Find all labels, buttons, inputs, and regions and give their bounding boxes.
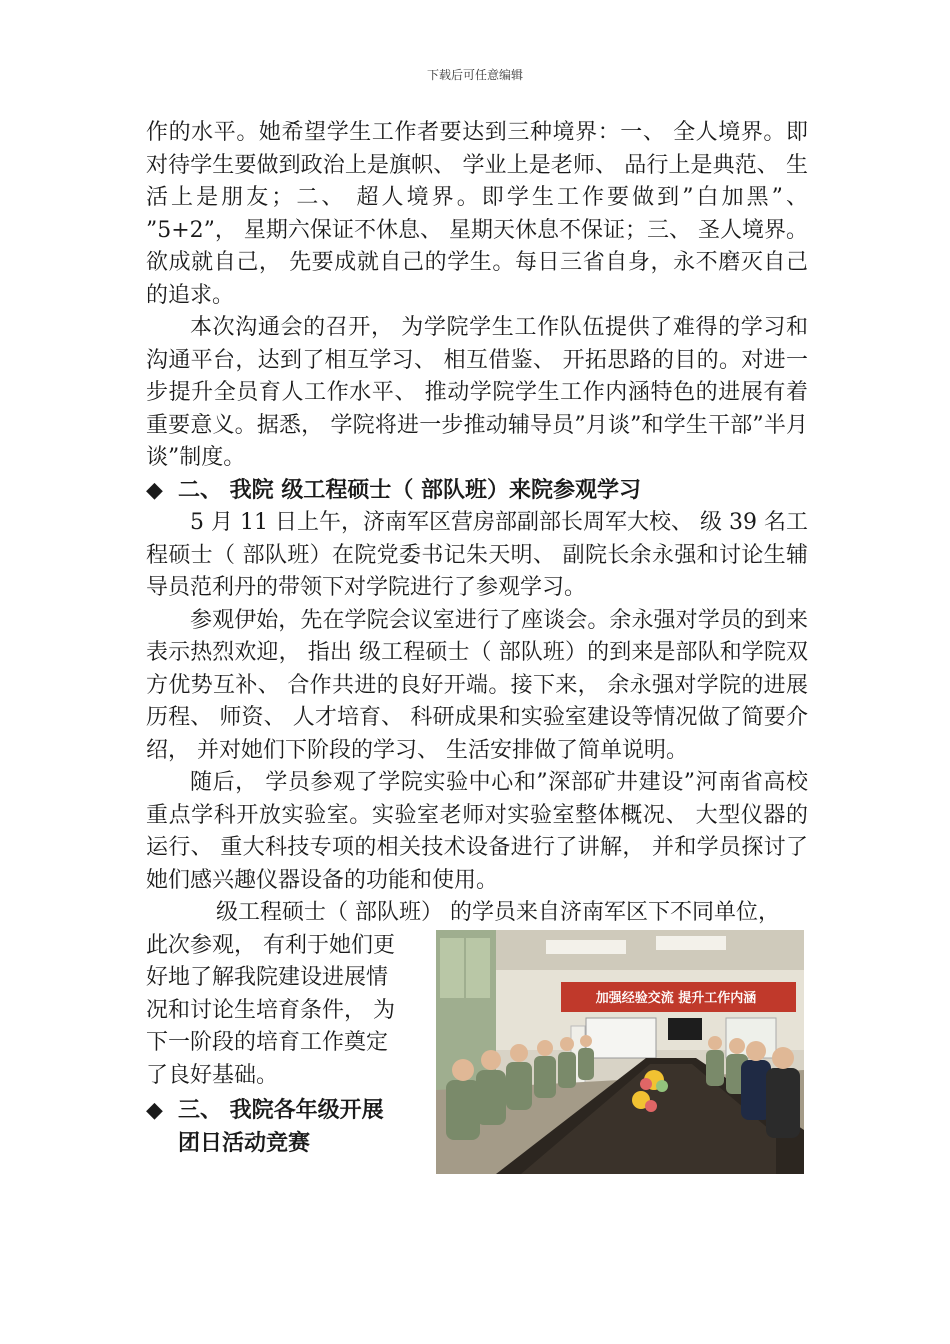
wrap-line-2: 好地了解我院建设进展情 [146, 965, 389, 990]
wrap-line-1: 此次参观， 有利于她们更 [146, 932, 395, 958]
wrap-line-5: 了良好基础。 [146, 1062, 279, 1088]
section-2-paragraph-2: 参观伊始，先在学院会议室进行了座谈会。余永强对学员的到来表示热烈欢迎， 指出 级工程硕士（ 部队班）的到来是部队和学院双方优势互补、 合作共进的良好开端。接下来， 余永强对学院的进展历程、 师资、 人才培育、 科研成果和实验室建设等情况做了简要介绍， 并对她们下阶段的学习、 生活安排做了简单说明。 [146, 607, 808, 763]
diamond-bullet-icon: ◆ [146, 477, 163, 503]
wrap-line-4: 下一阶段的培育工作奠定 [146, 1030, 389, 1055]
page-header: 下载后可任意编辑 [426, 68, 523, 82]
photo-wrap-block [146, 930, 808, 1161]
photo-banner-text: 加强经验交流 提升工作内涵 [595, 990, 757, 1006]
diamond-bullet-icon: ◆ [146, 1098, 163, 1123]
section-3-title-line-1: 三、 我院各年级开展 [178, 1098, 384, 1123]
wrap-line-3: 况和讨论生培育条件， 为 [146, 997, 395, 1023]
document-body [146, 117, 808, 1160]
wrap-text-column [146, 930, 426, 1161]
paragraph-2: 本次沟通会的召开， 为学院学生工作队伍提供了难得的学习和沟通平台，达到了相互学习、 相互借鉴、 开拓思路的目的。对进一步提升全员育人工作水平、 推动学院学生工作内涵特色的进展有着重要意义。据悉， 学院将进一步推动辅导员”月谈”和学生干部”半月谈”制度。 [146, 315, 808, 470]
section-2-heading [146, 475, 808, 508]
paragraph-1: 作的水平。她希望学生工作者要达到三种境界：一、 全人境界。即对待学生要做到政治上是旗帜、 学业上是老师、 品行上是典范、 生活上是朋友；二、 超人境界。即学生工作要做到”白加黑”、 ”5+2”， 星期六保证不休息、 星期天休息不保证；三、 圣人境界。欲成就自己， 先要成就自己的学生。每日三省自身，永不磨灭自己的追求。 [146, 120, 808, 308]
section-2-paragraph-4: 级工程硕士（ 部队班） 的学员来自济南军区下不同单位， [216, 900, 780, 925]
section-2-paragraph-1: 5 月 11 日上午，济南军区营房部副部长周军大校、 级 39 名工程硕士（ 部队班）在院党委书记朱天明、 副院长余永强和讨论生辅导员范利丹的带领下对学院进行了参观学习。 [146, 510, 808, 600]
section-3-heading [146, 1095, 426, 1128]
meeting-photo [436, 930, 804, 1174]
section-2-paragraph-3: 随后， 学员参观了学院实验中心和”深部矿井建设”河南省高校重点学科开放实验室。实验室老师对实验室整体概况、 大型仪器的运行、 重大科技专项的相关技术设备进行了讲解， 并和学员探讨了她们感兴趣仪器设备的功能和使用。 [146, 770, 808, 893]
section-2-title: 二、 我院 级工程硕士（ 部队班）来院参观学习 [178, 477, 641, 503]
section-3-title-line-2: 团日活动竞赛 [178, 1130, 311, 1156]
